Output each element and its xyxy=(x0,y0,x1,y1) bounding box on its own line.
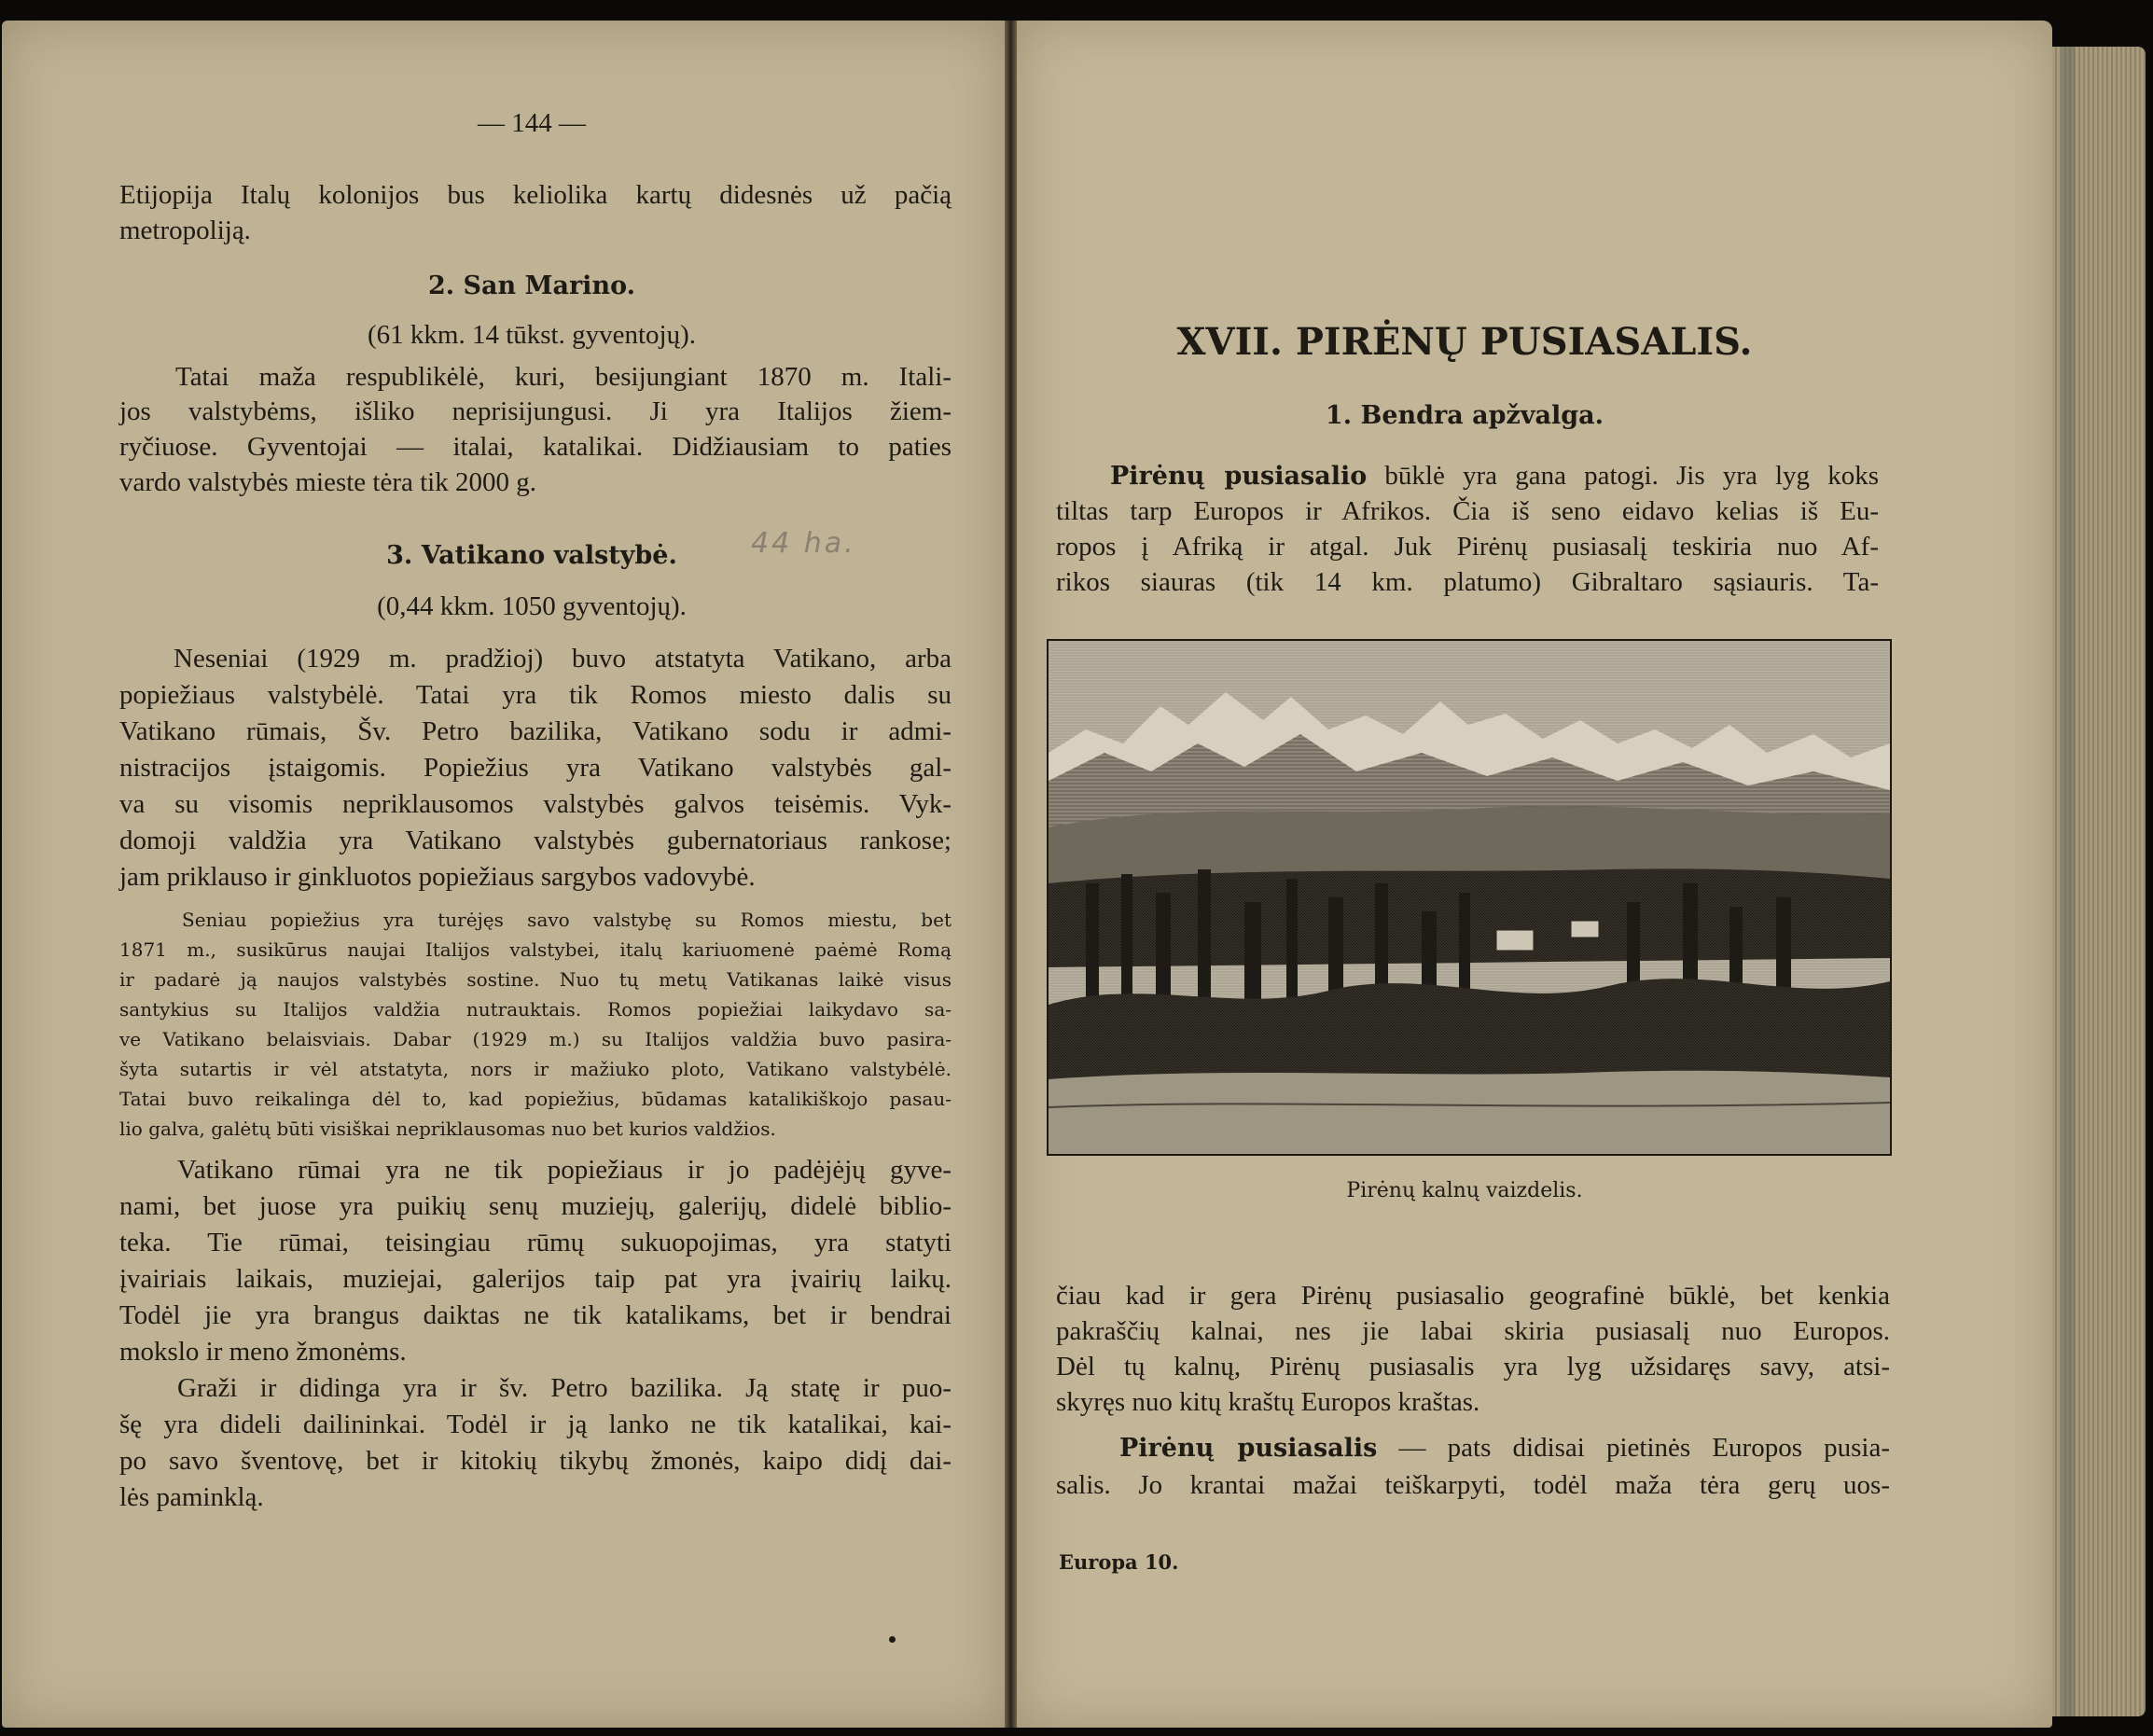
vatikanas-note-line-7: Tatai buvo reikalinga dėl to, kad popiežius, būdamas katalikiškojo pasau- xyxy=(119,1088,951,1110)
vatikanas-p3-line-3: po savo šventovę, bet ir kitokių tikybų žmonės, kaipo didį dai- xyxy=(119,1446,951,1476)
vatikanas-p2-line-5: Todėl jie yra brangus daiktas ne tik katalikams, bet ir bendrai xyxy=(119,1300,951,1330)
section-heading-bendra: 1. Bendra apžvalga. xyxy=(1325,401,1604,430)
vatikanas-p1-line-3: Vatikano rūmais, Šv. Petro bazilika, Vatikano sodu ir admi- xyxy=(119,716,951,746)
page-number: — 144 — xyxy=(478,108,586,138)
vatikanas-note-line-8: lio galva, galėtų būti visiškai nepriklausomas nuo bet kurios valdžios. xyxy=(119,1118,776,1140)
section-heading-vatikanas: 3. Vatikano valstybė. xyxy=(386,541,677,570)
pirenu-p3-line-2: salis. Jo krantai mažai teiškarpyti, todėl maža tėra gerų uos- xyxy=(1056,1470,1890,1500)
vatikanas-p2-line-4: įvairiais laikais, muziejai, galerijos taip pat yra įvairių laikų. xyxy=(119,1264,951,1294)
section-subheading-san-marino: (61 kkm. 14 tūkst. gyventojų). xyxy=(367,320,696,350)
pirenu-p2-line-1: čiau kad ir gera Pirėnų pusiasalio geografinė būklė, bet kenkia xyxy=(1056,1281,1890,1311)
vatikanas-p2-line-6: mokslo ir meno žmonėms. xyxy=(119,1337,407,1367)
vatikanas-p1-line-5: va su visomis nepriklausomos valstybės galvos teisėmis. Vyk- xyxy=(119,789,951,819)
intro-line-1: Etijopija Italų kolonijos bus keliolika kartų didesnės už pačią xyxy=(119,180,951,210)
pirenu-p1-first-rest: būklė yra gana patogi. Jis yra lyg koks xyxy=(1367,461,1880,491)
section-heading-san-marino: 2. San Marino. xyxy=(427,271,636,300)
vatikanas-p2-line-1: Vatikano rūmai yra ne tik popiežiaus ir jo padėjėjų gyve- xyxy=(177,1155,951,1185)
book-gutter xyxy=(1005,21,1017,1728)
vatikanas-p1-line-4: nistracijos įstaigomis. Popiežius yra Vatikano valstybės gal- xyxy=(119,753,951,783)
vatikanas-p3-line-1: Graži ir didinga yra ir šv. Petro bazilika. Ją statę ir puo- xyxy=(177,1373,951,1403)
figure-caption: Pirėnų kalnų vaizdelis. xyxy=(1346,1179,1583,1202)
vatikanas-note-line-4: santykius su Italijos valdžia nutrauktais. Romos popiežiai laikydavo sa- xyxy=(119,998,951,1021)
vatikanas-note-line-2: 1871 m., susikūrus naujai Italijos valstybei, italų kariuomenė paėmė Romą xyxy=(119,938,951,961)
pirenu-p1-line-2: tiltas tarp Europos ir Afrikos. Čia iš seno eidavo kelias iš Eu- xyxy=(1056,496,1879,526)
section-subheading-vatikanas: (0,44 kkm. 1050 gyventojų). xyxy=(377,591,687,621)
pencil-note: 44 ha. xyxy=(751,527,856,560)
pirenu-p3-first-rest: — pats didisai pietinės Europos pusia- xyxy=(1377,1433,1890,1463)
pirenu-p2-line-2: pakraščių kalnai, nes jie labai skiria pusiasalį nuo Europos. xyxy=(1056,1316,1890,1346)
pyrenees-engraving xyxy=(1047,639,1892,1156)
page-edge-shadow xyxy=(2062,47,2075,1716)
vatikanas-p1-line-1: Neseniai (1929 m. pradžioj) buvo atstatyta Vatikano, arba xyxy=(174,644,951,674)
vatikanas-note-line-6: šyta sutartis ir vėl atstatyta, nors ir mažiuko ploto, Vatikano valstybėlė. xyxy=(119,1058,951,1080)
vatikanas-p1-line-2: popiežiaus valstybėlė. Tatai yra tik Romos miesto dalis su xyxy=(119,680,951,710)
pirenu-p2-line-4: skyręs nuo kitų kraštų Europos kraštas. xyxy=(1056,1387,1480,1417)
pirenu-p1-line-3: ropos į Afriką ir atgal. Juk Pirėnų pusiasalį teskiria nuo Af- xyxy=(1056,532,1879,562)
pirenu-p1-line-4: rikos siauras (tik 14 km. platumo) Gibraltaro sąsiauris. Ta- xyxy=(1056,567,1879,597)
san-marino-line-3: ryčiuose. Gyventojai — italai, katalikai. Didžiausiam to paties xyxy=(119,432,951,462)
intro-line-2: metropoliją. xyxy=(119,215,251,245)
vatikanas-p2-line-2: nami, bet juose yra puikių senų muziejų, galerijų, didelė biblio- xyxy=(119,1191,951,1221)
vatikanas-note-line-5: ve Vatikano belaisviais. Dabar (1929 m.) su Italijos valdžia buvo pasira- xyxy=(119,1028,951,1050)
pirenu-p2-line-3: Dėl tų kalnų, Pirėnų pusiasalis yra lyg užsidaręs savy, atsi- xyxy=(1056,1352,1890,1382)
vatikanas-p1-line-6: domoji valdžia yra Vatikano valstybės gubernatoriaus rankose; xyxy=(119,826,951,855)
ink-dot xyxy=(889,1636,896,1643)
san-marino-line-2: jos valstybėms, išliko neprisijungusi. Ji yra Italijos žiem- xyxy=(119,396,951,426)
chapter-title: XVII. PIRĖNŲ PUSIASALIS. xyxy=(1176,320,1753,364)
vatikanas-note-line-3: ir padarė ją naujos valstybės sostine. Nuo tų metų Vatikanas laikė visus xyxy=(119,968,951,991)
vatikanas-p2-line-3: teka. Tie rūmai, teisingiau rūmų sukuopojimas, yra statyti xyxy=(119,1228,951,1257)
san-marino-line-1: Tatai maža respublikėlė, kuri, besijungiant 1870 m. Itali- xyxy=(175,362,951,392)
vatikanas-p1-line-7: jam priklauso ir ginkluotos popiežiaus sargybos vadovybė. xyxy=(119,862,756,892)
pirenu-p1-lead: Pirėnų pusiasalio xyxy=(1110,462,1368,491)
vatikanas-note-line-1: Seniau popiežius yra turėjęs savo valstybę su Romos miestu, bet xyxy=(182,909,951,931)
pirenu-p3-lead: Pirėnų pusiasalis xyxy=(1119,1434,1378,1463)
san-marino-line-4: vardo valstybės mieste tėra tik 2000 g. xyxy=(119,467,536,497)
vatikanas-p3-line-2: šę yra dideli dailininkai. Todėl ir ją lanko ne tik katalikai, kai- xyxy=(119,1410,951,1439)
vatikanas-p3-line-4: lės paminklą. xyxy=(119,1482,264,1512)
footer-signature: Europa 10. xyxy=(1059,1550,1179,1574)
pirenu-p1-line-1 xyxy=(1110,463,1879,490)
pirenu-p3-line-1 xyxy=(1119,1435,1890,1462)
